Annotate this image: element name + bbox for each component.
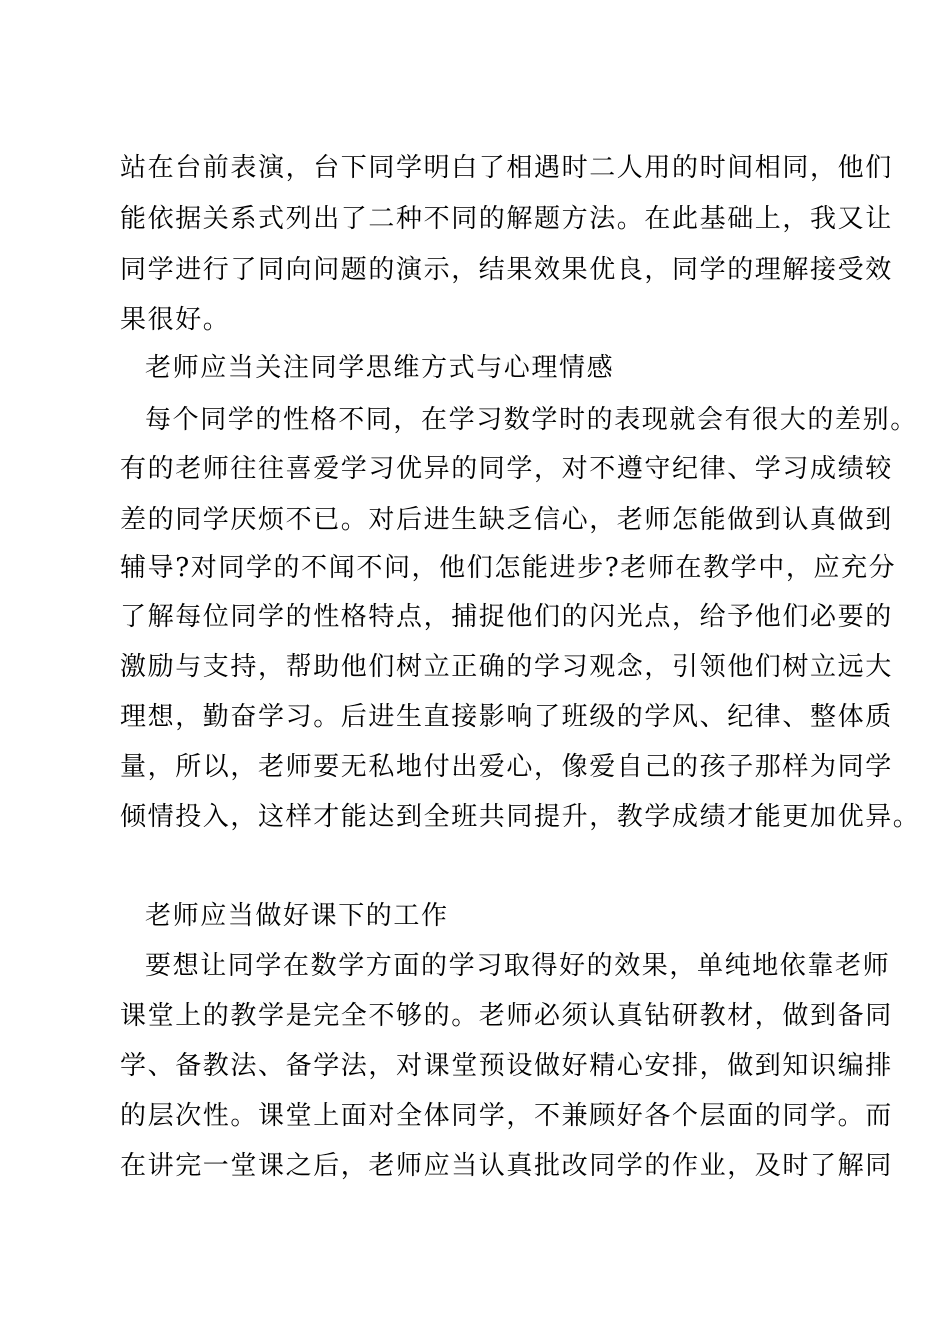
paragraph-2-line-2: 有的老师往往喜爱学习优异的同学，对不遵守纪律、学习成绩较 (120, 454, 893, 484)
section-heading-1: 老师应当关注同学思维方式与心理情感 (145, 353, 615, 383)
paragraph-2-line-3: 差的同学厌烦不已。对后进生缺乏信心，老师怎能做到认真做到 (120, 505, 893, 535)
paragraph-3-line-3: 学、备教法、备学法，对课堂预设做好精心安排，做到知识编排 (120, 1051, 893, 1081)
section-heading-2: 老师应当做好课下的工作 (145, 901, 449, 931)
paragraph-1-line-3: 同学进行了同向问题的演示，结果效果优良，同学的理解接受效 (120, 255, 893, 285)
paragraph-2-line-8: 量，所以，老师要无私地付出爱心，像爱自己的孩子那样为同学 (120, 752, 893, 782)
paragraph-2-line-6: 激励与支持，帮助他们树立正确的学习观念，引领他们树立远大 (120, 652, 893, 682)
paragraph-3-line-5: 在讲完一堂课之后，老师应当认真批改同学的作业，及时了解同 (120, 1151, 893, 1181)
paragraph-2-line-5: 了解每位同学的性格特点，捕捉他们的闪光点，给予他们必要的 (120, 602, 893, 632)
paragraph-2-line-1: 每个同学的性格不同，在学习数学时的表现就会有很大的差别。 (145, 405, 918, 435)
paragraph-1-line-4: 果很好。 (120, 305, 231, 335)
paragraph-1-line-1: 站在台前表演，台下同学明白了相遇时二人用的时间相同，他们 (120, 153, 893, 183)
paragraph-3-line-2: 课堂上的教学是完全不够的。老师必须认真钻研教材，做到备同 (120, 1001, 893, 1031)
paragraph-2-line-7: 理想，勤奋学习。后进生直接影响了班级的学风、纪律、整体质 (120, 702, 893, 732)
paragraph-3-line-4: 的层次性。课堂上面对全体同学，不兼顾好各个层面的同学。而 (120, 1101, 893, 1131)
paragraph-2-line-4: 辅导?对同学的不闻不问，他们怎能进步?老师在教学中，应充分 (120, 553, 897, 583)
paragraph-2-line-9: 倾情投入，这样才能达到全班共同提升，教学成绩才能更加优异。 (120, 802, 921, 832)
paragraph-1-line-2: 能依据关系式列出了二种不同的解题方法。在此基础上，我又让 (120, 204, 893, 234)
paragraph-3-line-1: 要想让同学在数学方面的学习取得好的效果，单纯地依靠老师 (145, 951, 891, 981)
